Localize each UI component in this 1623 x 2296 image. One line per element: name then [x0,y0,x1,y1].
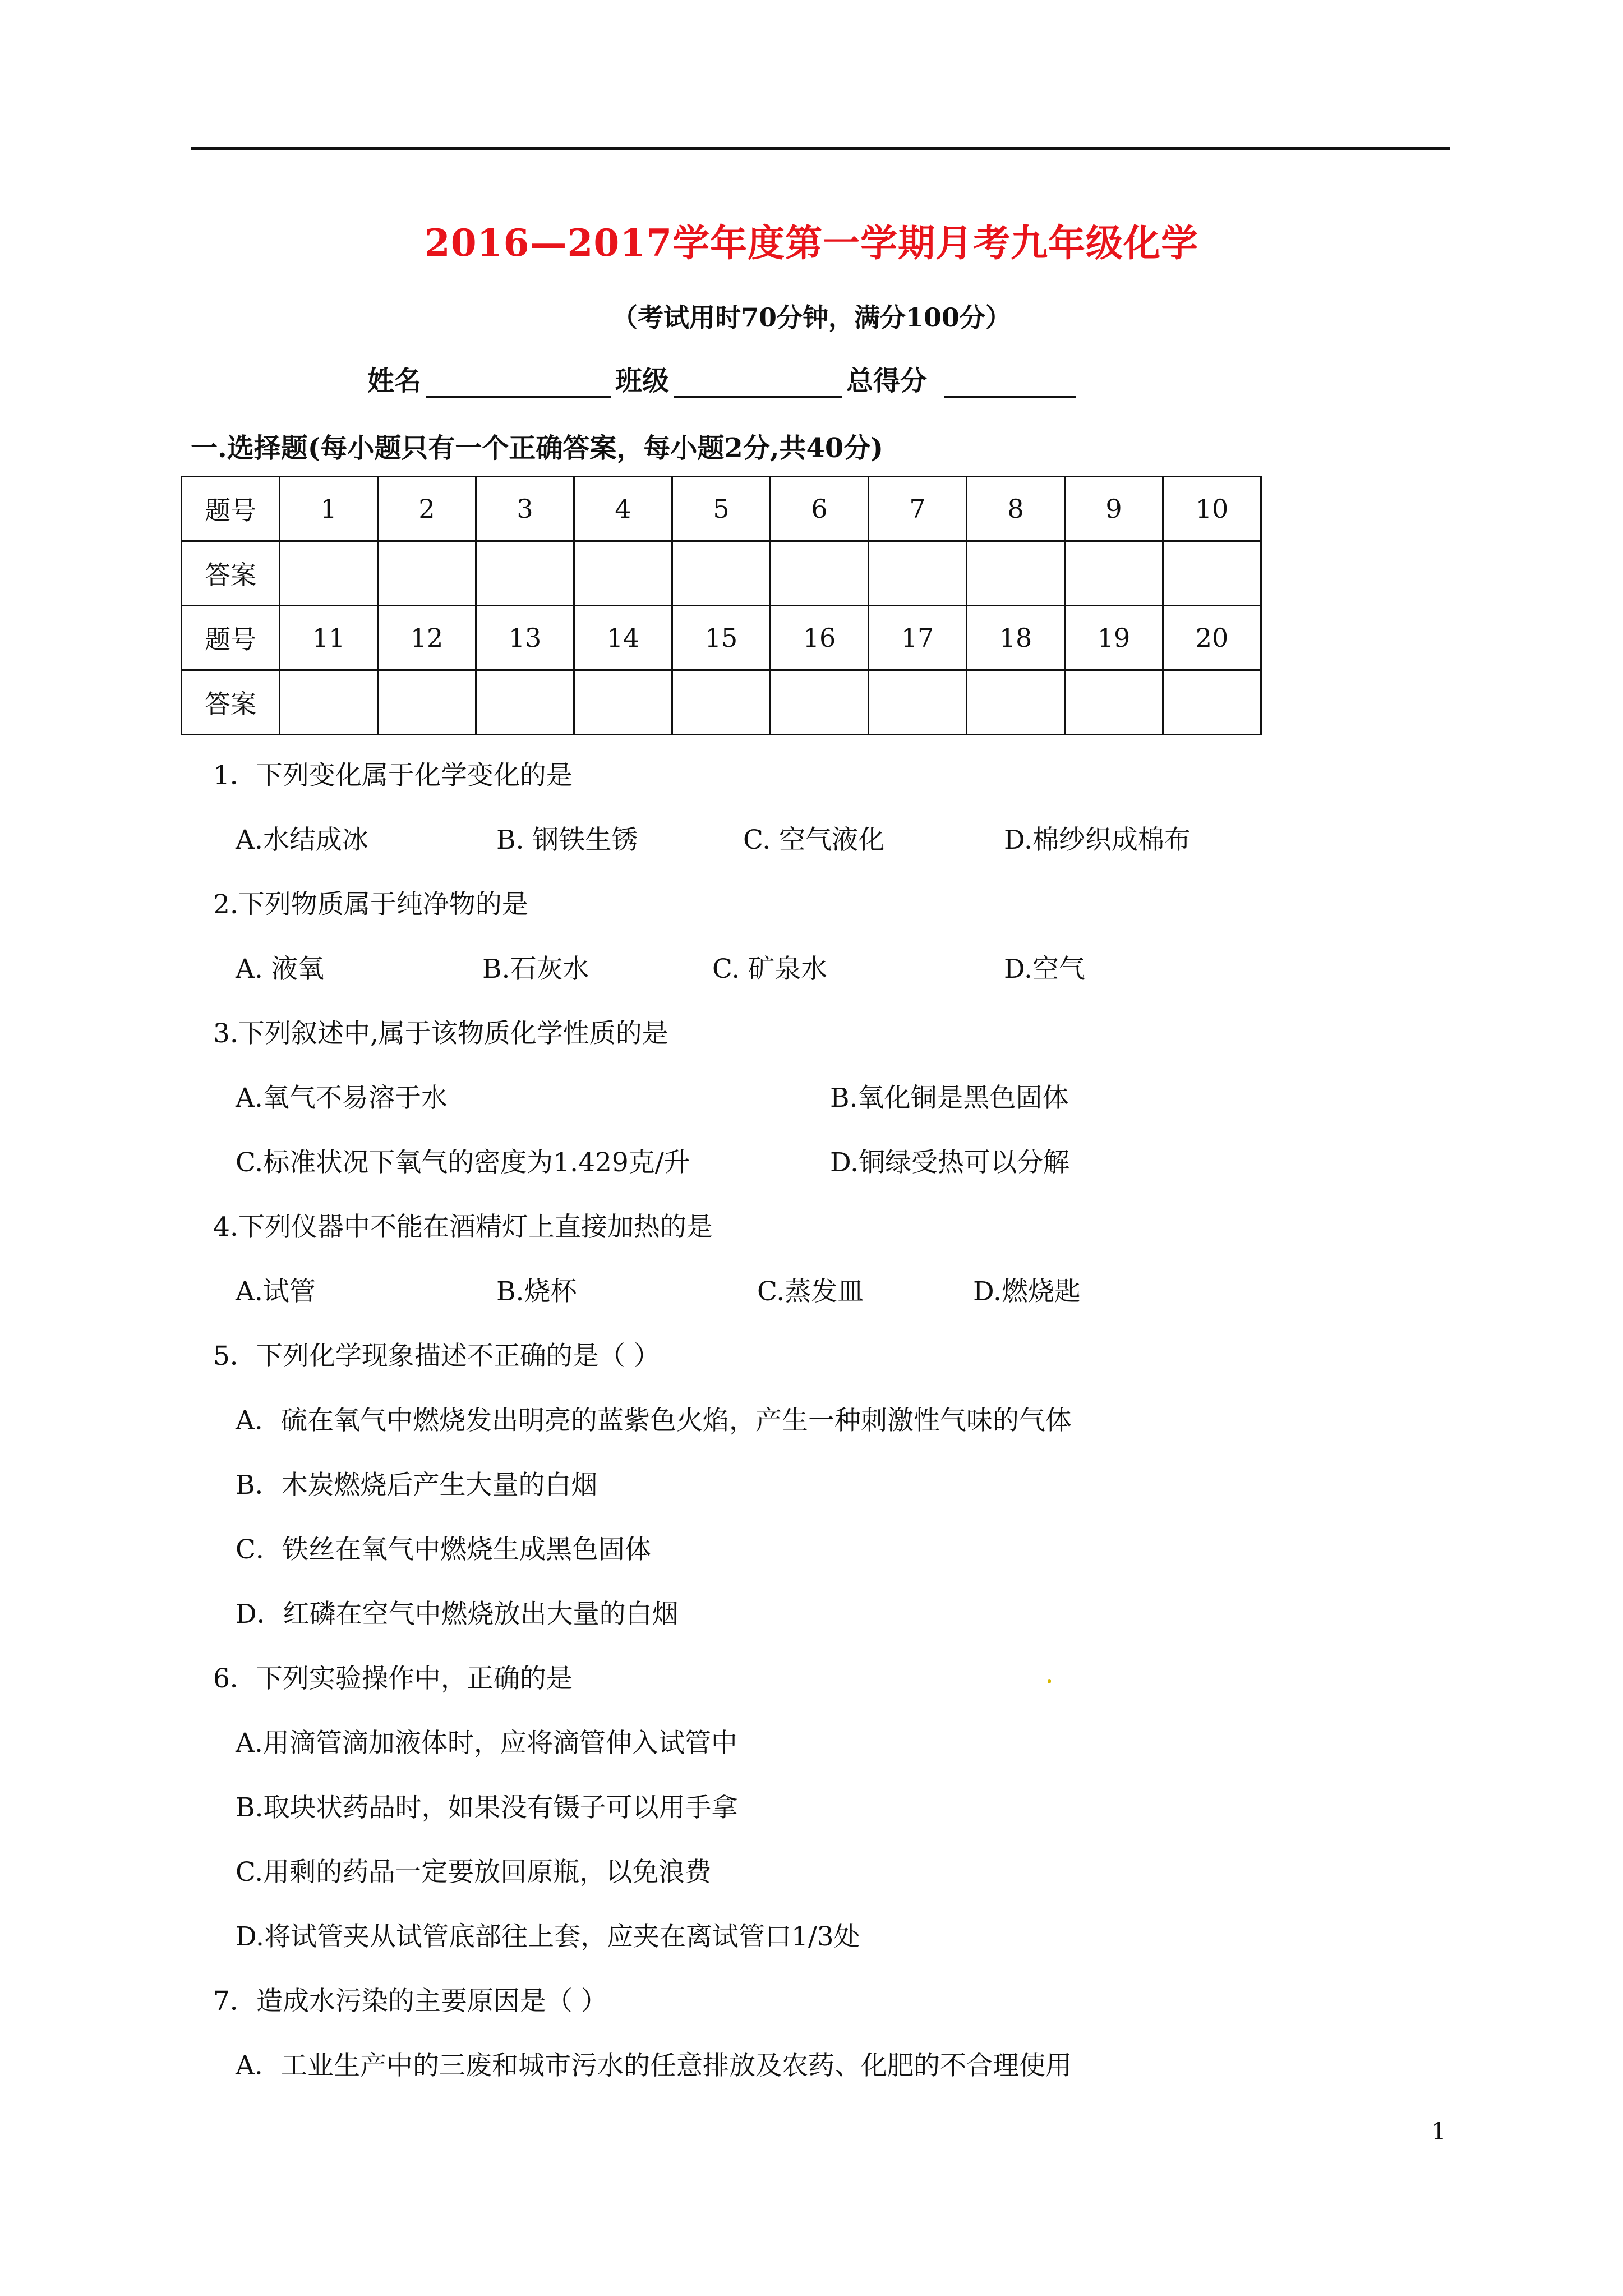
answer-label: 答案 [182,670,280,735]
answer-cell[interactable] [967,541,1065,606]
answer-cell[interactable] [771,541,869,606]
class-blank[interactable] [674,371,842,398]
qnum-cell: 8 [967,477,1065,541]
answer-cell[interactable] [574,670,672,735]
question-5-option-d: D．红磷在空气中燃烧放出大量的白烟 [236,1599,679,1630]
page-number: 1 [1431,2118,1446,2145]
table-row [182,541,1261,606]
answer-cell[interactable] [1163,670,1261,735]
question-5-option-a: A．硫在氧气中燃烧发出明亮的蓝紫色火焰，产生一种刺激性气味的气体 [236,1405,1072,1436]
table-row [182,477,1261,541]
question-6-option-a: A.用滴管滴加液体时，应将滴管伸入试管中 [236,1728,737,1759]
question-3-option-c: C.标准状况下氧气的密度为1.429克/升 [236,1147,690,1178]
question-2-option-b: B.石灰水 [482,954,589,984]
qnum-cell: 14 [574,606,672,670]
qnum-cell: 3 [476,477,574,541]
table-row [182,606,1261,670]
qnum-cell: 19 [1065,606,1163,670]
qnum-cell: 9 [1065,477,1163,541]
qnum-cell: 20 [1163,606,1261,670]
student-info-line [367,359,1080,398]
question-4-option-a: A.试管 [236,1276,316,1307]
score-blank[interactable] [944,371,1076,398]
question-5-option-c: C．铁丝在氧气中燃烧生成黑色固体 [236,1534,651,1565]
qnum-cell: 4 [574,477,672,541]
question-2-option-c: C. 矿泉水 [712,954,828,984]
question-1-option-d: D.棉纱织成棉布 [1004,825,1191,855]
question-6-option-b: B.取块状药品时，如果没有镊子可以用手拿 [236,1792,738,1823]
answer-cell[interactable] [1065,670,1163,735]
answer-cell[interactable] [476,670,574,735]
qnum-cell: 6 [771,477,869,541]
question-7-option-a: A．工业生产中的三废和城市污水的任意排放及农药、化肥的不合理使用 [236,2050,1072,2081]
answer-cell[interactable] [378,670,476,735]
question-1-option-c: C. 空气液化 [743,825,885,855]
answer-cell[interactable] [869,670,967,735]
exam-subtitle: （考试用时70分钟，满分100分） [611,302,1012,333]
question-1-stem: 1．下列变化属于化学变化的是 [213,760,573,791]
question-1-option-a: A.水结成冰 [236,825,368,855]
name-label: 姓名 [367,365,422,397]
question-3-option-d: D.铜绿受热可以分解 [830,1147,1069,1178]
answer-cell[interactable] [967,670,1065,735]
answer-cell[interactable] [672,541,771,606]
question-1-option-b: B. 钢铁生锈 [496,825,638,855]
answer-cell[interactable] [476,541,574,606]
question-6-stem: 6．下列实验操作中，正确的是 [213,1663,573,1694]
name-blank[interactable] [426,371,611,398]
answer-cell[interactable] [280,541,378,606]
qnum-cell: 5 [672,477,771,541]
answer-cell[interactable] [1163,541,1261,606]
qnum-cell: 18 [967,606,1065,670]
qnum-cell: 7 [869,477,967,541]
qnum-cell: 10 [1163,477,1261,541]
qnum-cell: 17 [869,606,967,670]
question-2-stem: 2.下列物质属于纯净物的是 [213,889,528,920]
answer-table [181,476,1262,735]
ink-speck [1048,1679,1051,1683]
answer-label: 答案 [182,541,280,606]
question-3-stem: 3.下列叙述中,属于该物质化学性质的是 [213,1018,668,1049]
question-5-option-b: B．木炭燃烧后产生大量的白烟 [236,1470,598,1501]
question-2-option-a: A. 液氧 [236,954,324,984]
question-6-option-d: D.将试管夹从试管底部往上套，应夹在离试管口1/3处 [236,1921,860,1952]
qnum-label: 题号 [182,606,280,670]
question-4-option-d: D.燃烧匙 [973,1276,1081,1307]
score-label: 总得分 [846,365,928,397]
qnum-label: 题号 [182,477,280,541]
answer-cell[interactable] [378,541,476,606]
question-4-option-b: B.烧杯 [496,1276,577,1307]
question-4-stem: 4.下列仪器中不能在酒精灯上直接加热的是 [213,1212,713,1243]
answer-cell[interactable] [771,670,869,735]
section-heading: 一.选择题(每小题只有一个正确答案，每小题2分,共40分) [191,432,884,464]
class-label: 班级 [615,365,670,397]
question-2-option-d: D.空气 [1004,954,1085,984]
qnum-cell: 1 [280,477,378,541]
header-rule [191,147,1450,150]
qnum-cell: 12 [378,606,476,670]
qnum-cell: 16 [771,606,869,670]
answer-cell[interactable] [574,541,672,606]
answer-cell[interactable] [1065,541,1163,606]
question-7-stem: 7．造成水污染的主要原因是（ ） [213,1986,607,2017]
question-4-option-c: C.蒸发皿 [757,1276,864,1307]
qnum-cell: 13 [476,606,574,670]
answer-cell[interactable] [672,670,771,735]
question-6-option-c: C.用剩的药品一定要放回原瓶，以免浪费 [236,1857,712,1888]
question-3-option-a: A.氧气不易溶于水 [236,1083,448,1114]
qnum-cell: 2 [378,477,476,541]
exam-title: 2016—2017学年度第一学期月考九年级化学 [424,221,1199,265]
question-3-option-b: B.氧化铜是黑色固体 [830,1083,1069,1114]
answer-cell[interactable] [869,541,967,606]
question-5-stem: 5．下列化学现象描述不正确的是（ ） [213,1341,660,1372]
answer-cell[interactable] [280,670,378,735]
qnum-cell: 11 [280,606,378,670]
qnum-cell: 15 [672,606,771,670]
table-row [182,670,1261,735]
